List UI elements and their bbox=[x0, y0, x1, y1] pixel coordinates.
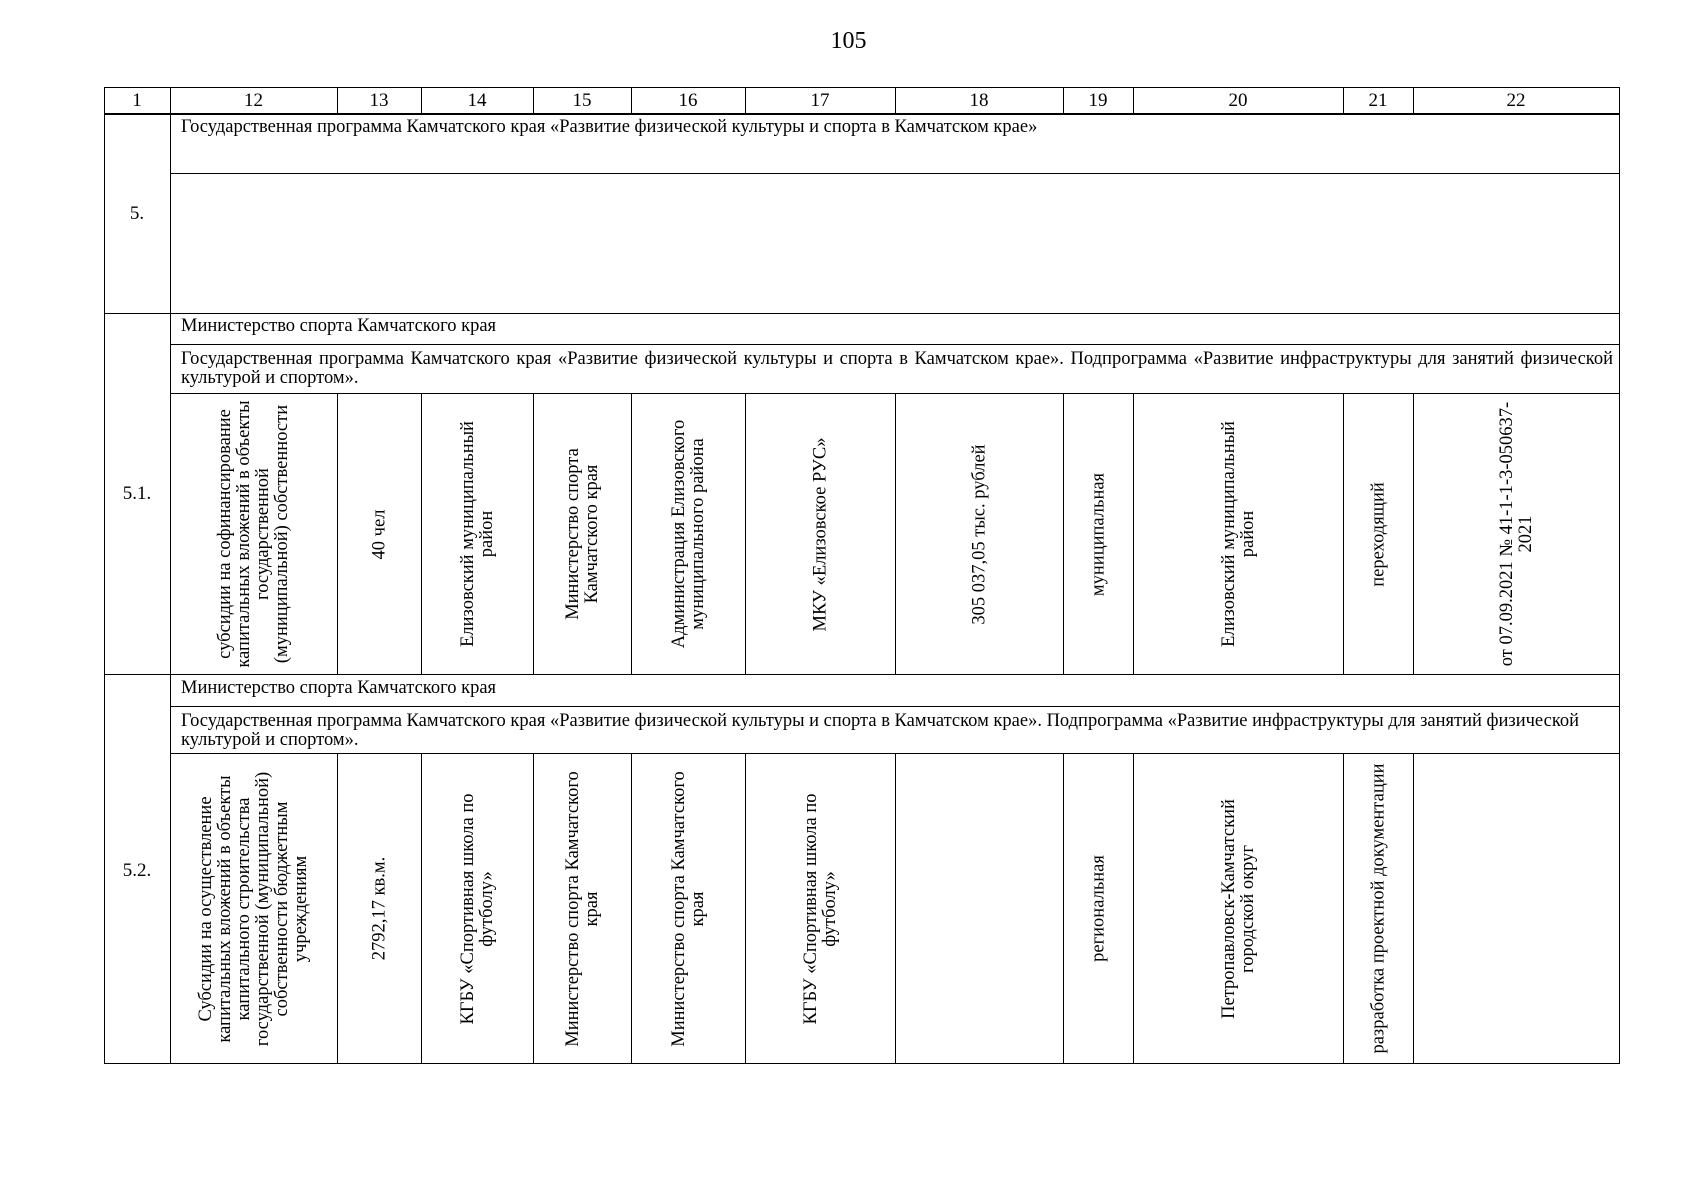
cell-location: Елизовский муниципальный район bbox=[457, 421, 497, 647]
cell-territory: Елизовский муниципальный район bbox=[1218, 421, 1258, 647]
column-header: 19 bbox=[1088, 90, 1108, 111]
cell-document: от 07.09.2021 № 41-1-1-3-050637-2021 bbox=[1496, 401, 1536, 667]
cell-document bbox=[1414, 754, 1619, 1063]
cell-ownership: региональная bbox=[1088, 855, 1108, 962]
subprogram-title: Государственная программа Камчатского края «Развитие физической культуры и спорта в Камчатском крае». Подпрограмма «Развитие инфраструктуры для занятий физической культурой и спортом». bbox=[181, 711, 1580, 750]
column-header: 12 bbox=[244, 90, 263, 111]
row-number: 5. bbox=[129, 203, 145, 224]
cell-executor: Администрация Елизовского муниципального района bbox=[668, 419, 708, 649]
cell-funding-type: Субсидии на осуществление капитальных вложений в объекты капитального строительства государственной (муниципальной) собственности бюджетным учреждениям bbox=[196, 771, 311, 1046]
cell-responsible: Министерство спорта Камчатского края bbox=[562, 770, 602, 1047]
page-number: 105 bbox=[830, 28, 867, 54]
column-header: 15 bbox=[572, 90, 592, 111]
column-header: 20 bbox=[1228, 90, 1248, 111]
cell-customer: МКУ «Елизовское РУС» bbox=[810, 437, 830, 631]
cell-funding-type: субсидии на софинансирование капитальных вложений в объекты государственной (муниципальной) собственности bbox=[215, 400, 292, 668]
cell-capacity: 2792,17 кв.м. bbox=[369, 856, 389, 961]
column-header: 22 bbox=[1506, 90, 1526, 111]
cell-capacity: 40 чел bbox=[369, 509, 389, 559]
column-header: 14 bbox=[467, 90, 487, 111]
cell-territory: Петропавловск-Камчатский городской округ bbox=[1218, 798, 1258, 1019]
column-header: 18 bbox=[969, 90, 989, 111]
row-number: 5.1. bbox=[122, 483, 152, 504]
column-header: 17 bbox=[810, 90, 830, 111]
cell-location: КГБУ «Спортивная школа по футболу» bbox=[457, 793, 497, 1024]
cell-status: разработка проектной документации bbox=[1368, 763, 1388, 1054]
cell-customer: КГБУ «Спортивная школа по футболу» bbox=[800, 793, 840, 1024]
cell-ownership: муниципальная bbox=[1088, 472, 1108, 596]
column-header: 1 bbox=[132, 90, 142, 111]
cell-cost: 305 037,05 тыс. рублей bbox=[969, 443, 989, 625]
cell-cost bbox=[896, 754, 1063, 1063]
column-header: 16 bbox=[678, 90, 698, 111]
ministry-name: Министерство спорта Камчатского края bbox=[181, 678, 497, 698]
cell-status: переходящий bbox=[1368, 481, 1388, 587]
column-header: 13 bbox=[369, 90, 389, 111]
cell-executor: Министерство спорта Камчатского края bbox=[668, 770, 708, 1047]
cell-responsible: Министерство спорта Камчатского края bbox=[562, 448, 602, 620]
subprogram-title: Государственная программа Камчатского края «Развитие физической культуры и спорта в Камчатском крае». Подпрограмма «Развитие инфраструктуры для занятий физической культурой и спортом». bbox=[181, 349, 1613, 388]
ministry-name: Министерство спорта Камчатского края bbox=[181, 316, 497, 336]
row-number: 5.2. bbox=[122, 860, 152, 881]
column-header: 21 bbox=[1368, 90, 1388, 111]
program-title: Государственная программа Камчатского края «Развитие физической культуры и спорта в Камчатском крае» bbox=[181, 117, 1038, 137]
